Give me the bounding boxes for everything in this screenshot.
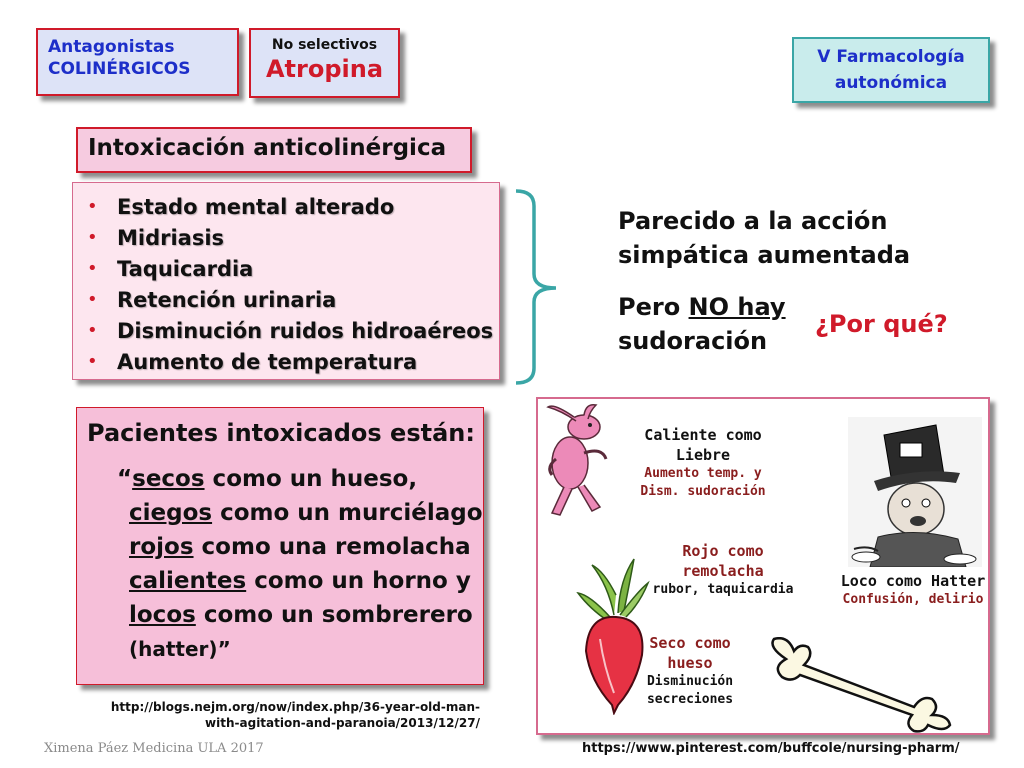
mnemonic-rest: como un murciélago <box>212 500 483 526</box>
mnemonic-rest: como un horno y <box>246 568 471 594</box>
bullet-icon: • <box>87 258 98 279</box>
mnemonic-rest: como un hueso, <box>204 466 418 492</box>
mnemonic-line <box>117 564 483 598</box>
hare-illustration <box>544 403 614 521</box>
bone-caption-title: Seco como hueso <box>649 634 731 672</box>
symptom-text: Aumento de temperatura <box>117 349 418 374</box>
footer-credit: Ximena Páez Medicina ULA 2017 <box>44 741 264 756</box>
mnemonic-keyword: rojos <box>129 534 194 560</box>
source-url-nejm-line2[interactable]: with-agitation-and-paranoia/2013/12/27/ <box>205 716 480 730</box>
beet-caption-sub: rubor, taquicardia <box>652 582 794 597</box>
source-url-nejm-line1[interactable]: http://blogs.nejm.org/now/index.php/36-year-old-man- <box>110 700 480 714</box>
symptom-text: Taquicardia <box>117 256 254 281</box>
mnemonic-keyword: secos <box>132 466 205 492</box>
tag-antagonistas-colinergicos <box>36 28 239 96</box>
bullet-icon: • <box>87 351 98 372</box>
hatter-caption-sub: Confusión, delirio <box>842 592 984 607</box>
mnemonic-line <box>117 496 483 530</box>
symptom-item <box>87 315 499 346</box>
hare-caption-title: Caliente como Liebre <box>644 426 762 464</box>
why-question: ¿Por qué? <box>815 310 948 338</box>
tag-antagonistas-line2: COLINÉRGICOS <box>48 59 191 79</box>
curly-bracket-icon <box>512 188 574 386</box>
symptom-text: Midriasis <box>117 225 225 250</box>
sympathetic-line2: simpática aumentada <box>618 241 911 269</box>
tag-antagonistas-line1: Antagonistas <box>48 37 175 57</box>
hatter-caption <box>833 571 993 609</box>
symptom-item <box>87 191 499 222</box>
symptom-item <box>87 222 499 253</box>
open-quote: “ <box>117 466 133 492</box>
bone-caption <box>630 633 750 709</box>
sudoracion-text: sudoración <box>618 327 768 355</box>
source-url-nejm[interactable] <box>100 699 480 731</box>
mnemonic-line <box>117 598 483 632</box>
mnemonic-line <box>117 462 483 496</box>
sympathetic-line1: Parecido a la acción <box>618 207 888 235</box>
section-heading-text: Intoxicación anticolinérgica <box>88 135 447 161</box>
illustration-panel <box>536 397 990 735</box>
beet-caption-title: Rojo como remolacha <box>682 542 764 580</box>
sympathetic-statement <box>618 204 918 272</box>
symptom-list <box>72 182 500 380</box>
no-hay-text: NO hay <box>688 293 786 321</box>
mnemonic-keyword: calientes <box>129 568 247 594</box>
bullet-icon: • <box>87 227 98 248</box>
mad-hatter-illustration <box>848 417 982 567</box>
tag-farmacologia-line2: autonómica <box>834 73 948 93</box>
hare-caption-sub: Aumento temp. y Dism. sudoración <box>640 466 766 499</box>
pero-text: Pero <box>618 293 689 321</box>
tag-farmacologia-line1: V Farmacología <box>817 47 965 67</box>
hatter-caption-title: Loco como Hatter <box>840 572 986 590</box>
symptom-item <box>87 284 499 315</box>
patients-title: Pacientes intoxicados están: <box>87 419 475 447</box>
bullet-icon: • <box>87 196 98 217</box>
mnemonic-rest: como un sombrerero <box>195 602 473 628</box>
no-sweat-statement <box>618 290 818 358</box>
mnemonic-rest: como una remolacha <box>193 534 471 560</box>
mnemonic-keyword: ciegos <box>129 500 213 526</box>
bone-illustration <box>764 637 964 733</box>
mnemonic-keyword: locos <box>129 602 196 628</box>
source-url-pinterest[interactable]: https://www.pinterest.com/buffcole/nursing-pharm/ <box>582 741 960 756</box>
mnemonic-lines <box>117 462 483 666</box>
tag-no-selectivos-label: No selectivos <box>271 37 378 53</box>
patients-mnemonic-box <box>76 407 484 685</box>
mnemonic-line <box>117 530 483 564</box>
hare-caption <box>628 425 778 501</box>
section-heading <box>76 127 472 173</box>
tag-atropina-label: Atropina <box>265 55 384 83</box>
bullet-icon: • <box>87 289 98 310</box>
tag-atropina <box>249 28 400 98</box>
mnemonic-last-line: (hatter)” <box>129 637 231 661</box>
bullet-icon: • <box>87 320 98 341</box>
symptom-item <box>87 253 499 284</box>
symptom-text: Disminución ruidos hidroaéreos <box>117 318 494 343</box>
symptom-text: Retención urinaria <box>117 287 337 312</box>
beet-caption <box>648 541 798 599</box>
tag-farmacologia-autonomica <box>792 37 990 103</box>
symptom-item <box>87 346 499 377</box>
bone-caption-sub: Disminución secreciones <box>646 674 734 707</box>
symptom-text: Estado mental alterado <box>117 194 395 219</box>
